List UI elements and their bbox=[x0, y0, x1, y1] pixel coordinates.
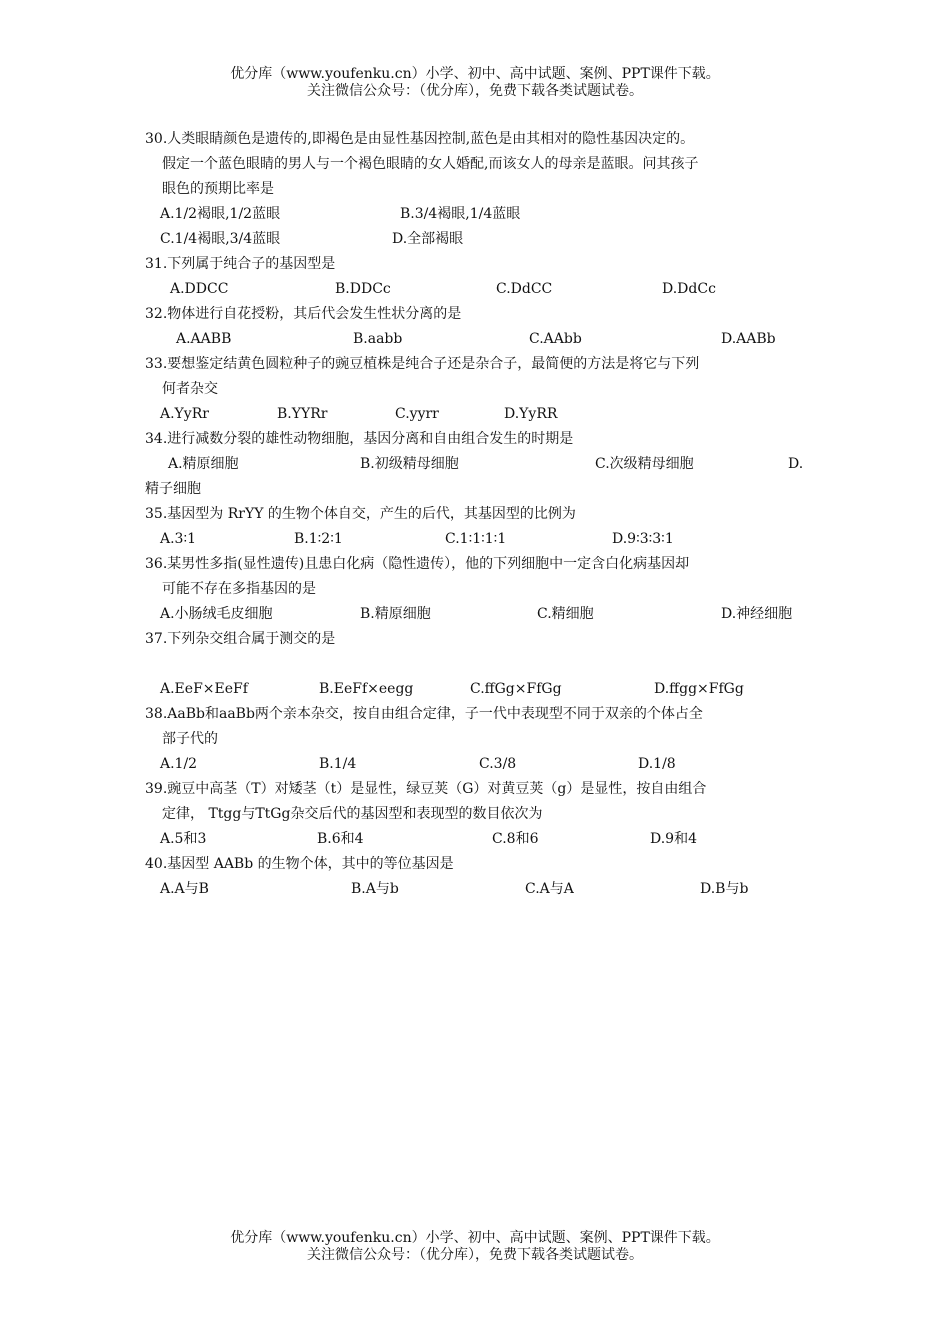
question-text: 部子代的 bbox=[162, 731, 218, 747]
option-a: A.3∶1 bbox=[160, 531, 197, 547]
option-a: A.5和3 bbox=[160, 831, 207, 847]
option-a: A.DDCC bbox=[170, 281, 229, 297]
page-footer bbox=[0, 1230, 950, 1264]
option-d: D.AABb bbox=[721, 331, 776, 347]
option-d: D.DdCc bbox=[662, 281, 716, 297]
option-d: D.1/8 bbox=[638, 756, 676, 772]
option-c: C.1∶1∶1∶1 bbox=[445, 531, 507, 547]
question-text: 何者杂交 bbox=[162, 381, 218, 397]
option-d: D.全部褐眼 bbox=[392, 231, 464, 247]
question-text: 32.物体进行自花授粉，其后代会发生性状分离的是 bbox=[145, 306, 462, 322]
option-b: B.6和4 bbox=[317, 831, 364, 847]
option-d: D.B与b bbox=[700, 881, 749, 897]
question-text: 37.下列杂交组合属于测交的是 bbox=[145, 631, 336, 647]
option-b: B.初级精母细胞 bbox=[360, 456, 459, 472]
option-d-continued: 精子细胞 bbox=[145, 481, 201, 497]
header-line-2: 关注微信公众号：（优分库），免费下载各类试题试卷。 bbox=[307, 83, 643, 99]
option-c: C.AAbb bbox=[529, 331, 582, 347]
question-37 bbox=[145, 627, 810, 702]
question-31 bbox=[145, 252, 810, 302]
option-c: C.1/4褐眼,3/4蓝眼 bbox=[160, 231, 281, 247]
option-b: B.YYRr bbox=[277, 406, 328, 422]
header-line-1: 优分库（www.youfenku.cn）小学、初中、高中试题、案例、PPT课件下载。 bbox=[230, 66, 720, 82]
option-b: B.aabb bbox=[353, 331, 403, 347]
question-text: 眼色的预期比率是 bbox=[162, 181, 274, 197]
option-d: D.神经细胞 bbox=[721, 606, 793, 622]
question-34 bbox=[145, 427, 810, 502]
question-36 bbox=[145, 552, 810, 627]
option-a: A.YyRr bbox=[160, 406, 209, 422]
option-d: D.9∶3∶3∶1 bbox=[612, 531, 674, 547]
option-c: C.DdCC bbox=[496, 281, 553, 297]
question-text: 33.要想鉴定结黄色圆粒种子的豌豆植株是纯合子还是杂合子，最简便的方法是将它与下列 bbox=[145, 356, 700, 372]
option-c: C.3/8 bbox=[479, 756, 517, 772]
option-a: A.小肠绒毛皮细胞 bbox=[160, 606, 273, 622]
question-text: 定律， Ttgg与TtGg杂交后代的基因型和表现型的数目依次为 bbox=[162, 806, 543, 822]
option-a: A.精原细胞 bbox=[168, 456, 239, 472]
question-list bbox=[145, 127, 810, 902]
option-a: A.AABB bbox=[176, 331, 232, 347]
option-c: C.ffGg×FfGg bbox=[470, 681, 562, 697]
option-c: C.精细胞 bbox=[537, 606, 594, 622]
option-a: A.A与B bbox=[160, 881, 209, 897]
question-40 bbox=[145, 852, 810, 902]
option-a: A.1/2 bbox=[160, 756, 198, 772]
option-c: C.次级精母细胞 bbox=[595, 456, 694, 472]
option-d: D. bbox=[788, 456, 804, 472]
option-c: C.yyrr bbox=[395, 406, 439, 422]
option-c: C.A与A bbox=[525, 881, 574, 897]
option-d: D.9和4 bbox=[650, 831, 697, 847]
question-38 bbox=[145, 702, 810, 777]
question-33 bbox=[145, 352, 810, 427]
question-text: 40.基因型 AABb 的生物个体，其中的等位基因是 bbox=[145, 856, 454, 872]
footer-line-1: 优分库（www.youfenku.cn）小学、初中、高中试题、案例、PPT课件下载。 bbox=[230, 1230, 720, 1246]
footer-line-2: 关注微信公众号：（优分库），免费下载各类试题试卷。 bbox=[307, 1247, 643, 1263]
question-32 bbox=[145, 302, 810, 352]
question-30 bbox=[145, 127, 810, 252]
question-35 bbox=[145, 502, 810, 552]
option-b: B.3/4褐眼,1/4蓝眼 bbox=[400, 206, 521, 222]
question-text: 30.人类眼睛颜色是遗传的,即褐色是由显性基因控制,蓝色是由其相对的隐性基因决定的。 bbox=[145, 131, 695, 147]
option-b: B.A与b bbox=[351, 881, 399, 897]
option-b: B.DDCc bbox=[335, 281, 391, 297]
option-b: B.1∶2∶1 bbox=[294, 531, 343, 547]
question-text: 可能不存在多指基因的是 bbox=[162, 581, 316, 597]
option-b: B.EeFf×eegg bbox=[319, 681, 414, 697]
question-text: 38.AaBb和aaBb两个亲本杂交，按自由组合定律，子一代中表现型不同于双亲的个体占全 bbox=[145, 706, 703, 722]
question-text: 35.基因型为 RrYY 的生物个体自交，产生的后代，其基因型的比例为 bbox=[145, 506, 576, 522]
page-header bbox=[0, 66, 950, 100]
question-text: 36.某男性多指(显性遗传)且患白化病（隐性遗传），他的下列细胞中一定含白化病基因却 bbox=[145, 556, 690, 572]
option-b: B.精原细胞 bbox=[360, 606, 431, 622]
option-d: D.YyRR bbox=[504, 406, 558, 422]
question-text: 假定一个蓝色眼睛的男人与一个褐色眼睛的女人婚配,而该女人的母亲是蓝眼。问其孩子 bbox=[162, 156, 699, 172]
question-text: 31.下列属于纯合子的基因型是 bbox=[145, 256, 336, 272]
question-39 bbox=[145, 777, 810, 852]
option-c: C.8和6 bbox=[492, 831, 539, 847]
option-a: A.1/2褐眼,1/2蓝眼 bbox=[160, 206, 281, 222]
option-d: D.ffgg×FfGg bbox=[654, 681, 744, 697]
option-a: A.EeF×EeFf bbox=[160, 681, 248, 697]
option-b: B.1/4 bbox=[319, 756, 357, 772]
question-text: 34.进行减数分裂的雄性动物细胞，基因分离和自由组合发生的时期是 bbox=[145, 431, 574, 447]
question-text: 39.豌豆中高茎（T）对矮茎（t）是显性，绿豆荚（G）对黄豆荚（g）是显性，按自由组合 bbox=[145, 781, 707, 797]
